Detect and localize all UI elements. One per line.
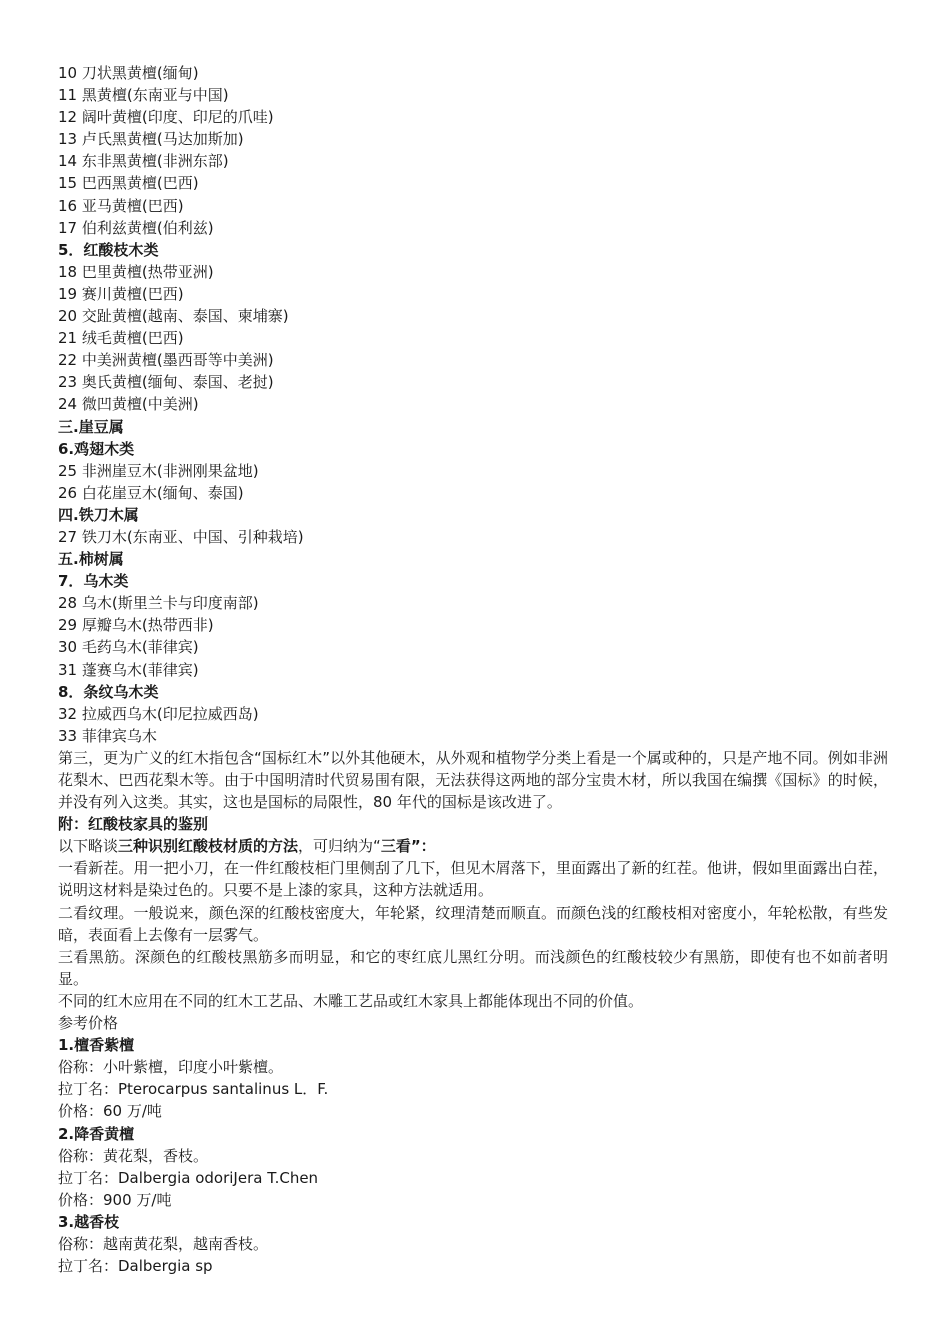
intro-bold-three-looks: 三看”：	[380, 837, 436, 856]
list-item: 28 乌木(斯里兰卡与印度南部)	[58, 594, 259, 613]
wood-latin-name: 拉丁名：Dalbergia sp	[58, 1257, 213, 1276]
section-heading: 8．条纹乌木类	[58, 682, 159, 701]
list-item: 33 菲律宾乌木	[58, 726, 157, 745]
list-item: 14 东非黑黄檀(非洲东部)	[58, 152, 229, 171]
paragraph-value: 不同的红木应用在不同的红木工艺品、木雕工艺品或红木家具上都能体现出不同的价值。	[58, 991, 644, 1010]
list-item: 23 奥氏黄檀(缅甸、泰国、老挝)	[58, 373, 274, 392]
list-item: 15 巴西黑黄檀(巴西)	[58, 174, 199, 193]
list-item: 22 中美洲黄檀(墨西哥等中美洲)	[58, 351, 274, 370]
wood-common-name: 俗称：小叶紫檀，印度小叶紫檀。	[58, 1058, 284, 1077]
list-item: 18 巴里黄檀(热带亚洲)	[58, 262, 214, 281]
list-item: 16 亚马黄檀(巴西)	[58, 196, 184, 215]
intro-line	[58, 835, 888, 857]
section-heading: 6.鸡翅木类	[58, 439, 135, 458]
wood-price: 价格：60 万/吨	[58, 1102, 162, 1121]
list-item: 27 铁刀木(东南亚、中国、引种栽培)	[58, 527, 304, 546]
reference-price-label: 参考价格	[58, 1014, 119, 1033]
wood-common-name: 俗称：越南黄花梨，越南香枝。	[58, 1234, 269, 1253]
paragraph-look-3: 三看黑筋。深颜色的红酸枝黑筋多而明显，和它的枣红底儿黑红分明。而浅颜色的红酸枝较少有黑筋，即使有也不如前者明显。	[58, 947, 888, 988]
list-item: 32 拉威西乌木(印尼拉威西岛)	[58, 704, 259, 723]
list-item: 11 黑黄檀(东南亚与中国)	[58, 86, 229, 105]
intro-bold-methods: 三种识别红酸枝材质的方法	[118, 837, 299, 856]
section-heading: 五.柿树属	[58, 550, 124, 569]
list-item: 17 伯利兹黄檀(伯利兹)	[58, 218, 214, 237]
list-item: 21 绒毛黄檀(巴西)	[58, 329, 184, 348]
document-page	[58, 62, 888, 1277]
list-item: 19 赛川黄檀(巴西)	[58, 284, 184, 303]
wood-item-title: 2.降香黄檀	[58, 1124, 135, 1143]
list-item: 31 蓬赛乌木(菲律宾)	[58, 660, 199, 679]
wood-common-name: 俗称：黄花梨，香枝。	[58, 1146, 209, 1165]
wood-latin-name: 拉丁名：Dalbergia odoriJera T.Chen	[58, 1168, 319, 1187]
intro-mid: ，可归纳为“	[298, 837, 381, 856]
list-item: 30 毛药乌木(菲律宾)	[58, 638, 199, 657]
section-heading: 附：红酸枝家具的鉴别	[58, 815, 209, 834]
section-heading: 5．红酸枝木类	[58, 240, 159, 259]
paragraph-look-2: 二看纹理。一般说来，颜色深的红酸枝密度大，年轮紧，纹理清楚而顺直。而颜色浅的红酸枝相对密度小，年轮松散，有些发暗，表面看上去像有一层雾气。	[58, 903, 888, 944]
intro-pre: 以下略谈	[58, 837, 119, 856]
list-item: 20 交趾黄檀(越南、泰国、柬埔寨)	[58, 307, 289, 326]
section-heading: 三.崖豆属	[58, 417, 124, 436]
wood-item-title: 1.檀香紫檀	[58, 1036, 135, 1055]
section-heading: 四.铁刀木属	[58, 505, 139, 524]
list-item: 10 刀状黑黄檀(缅甸)	[58, 64, 199, 82]
paragraph-third: 第三，更为广义的红木指包含“国标红木”以外其他硬木，从外观和植物学分类上看是一个属或种的，只是产地不同。例如非洲花梨木、巴西花梨木等。由于中国明清时代贸易围有限，无法获得这两地的部分宝贵木材，所以我国在编撰《国标》的时候，并没有列入这类。其实，这也是国标的局限性，80 年代的国标是该改进了。	[58, 748, 888, 812]
wood-latin-name: 拉丁名：Pterocarpus santalinus L．F.	[58, 1080, 329, 1099]
list-item: 26 白花崖豆木(缅甸、泰国)	[58, 483, 244, 502]
wood-price: 价格：900 万/吨	[58, 1190, 172, 1209]
list-item: 12 阔叶黄檀(印度、印尼的爪哇)	[58, 108, 274, 127]
wood-item-title: 3.越香枝	[58, 1212, 120, 1231]
section-heading: 7．乌木类	[58, 572, 129, 591]
list-item: 29 厚瓣乌木(热带西非)	[58, 616, 214, 635]
paragraph-look-1: 一看新茬。用一把小刀，在一件红酸枝柜门里侧刮了几下，但见木屑落下，里面露出了新的红茬。他讲，假如里面露出白茬，说明这材料是染过色的。只要不是上漆的家具，这种方法就适用。	[58, 859, 888, 900]
list-item: 13 卢氏黑黄檀(马达加斯加)	[58, 130, 244, 149]
list-item: 25 非洲崖豆木(非洲刚果盆地)	[58, 461, 259, 480]
list-item: 24 微凹黄檀(中美洲)	[58, 395, 199, 414]
